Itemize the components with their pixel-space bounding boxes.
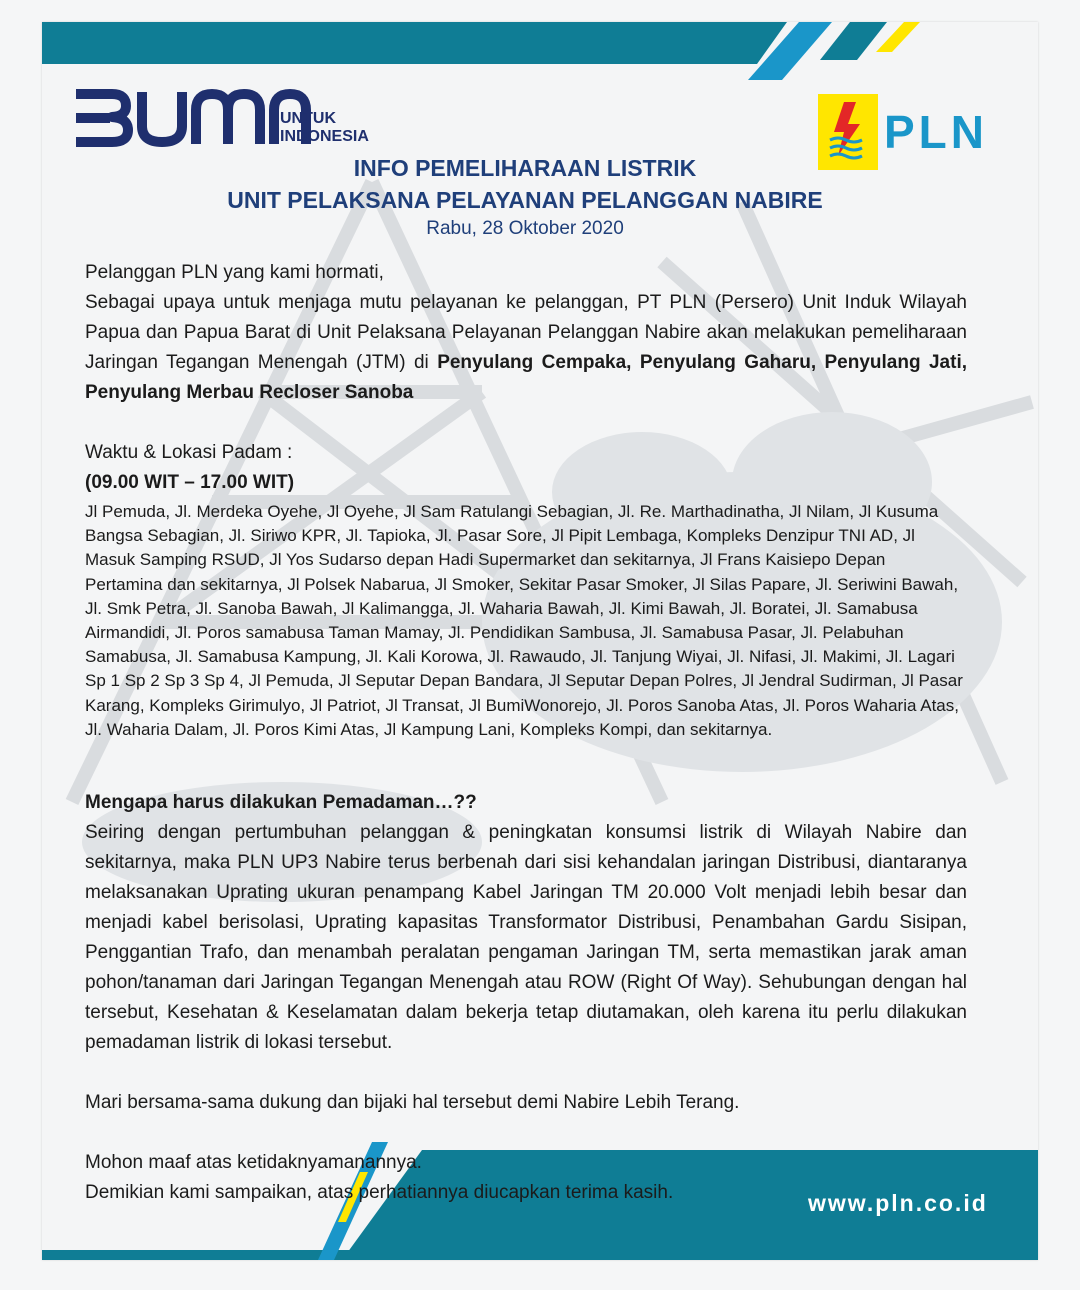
reason-paragraph: Seiring dengan pertumbuhan pelanggan & peningkatan konsumsi listrik di Wilayah Nabire dan sekitarnya, maka PLN UP3 Nabire terus berbenah dari sisi kehandalan jaringan Distribusi, diantaranya melaksanakan Uprating ukuran penampang Kabel Jaringan TM 20.000 Volt menjadi lebih besar dan menjadi kabel berisolasi, Uprating kapasitas Transformator Distribusi, Penambahan Gardu Sisipan, Penggantian Trafo, dan menambah peralatan pengaman Jaringan TM, serta memastikan jarak aman pohon/tanaman dari Jaringan Tegangan Menengah atau ROW (Right Of Way). Sehubungan dengan hal tersebut, Kesehatan & Keselamatan dalam bekerja tetap diutamakan, oleh karena itu perlu dilakukan pemadaman listrik di lokasi tersebut. — [85, 822, 967, 1053]
reason-section — [85, 788, 967, 1058]
reason-heading: Mengapa harus dilakukan Pemadaman…?? — [85, 792, 477, 813]
footer-strip — [42, 1250, 1038, 1260]
bumn-tagline-line2: INDONESIA — [280, 128, 369, 145]
thanks-line: Demikian kami sampaikan, atas perhatiannya diucapkan terima kasih. — [85, 1182, 674, 1203]
intro-paragraph — [85, 288, 967, 408]
announcement-date: Rabu, 28 Oktober 2020 — [426, 218, 624, 239]
announcement-sheet — [42, 22, 1038, 1260]
pln-wordmark: PLN — [884, 106, 988, 158]
title-line1: INFO PEMELIHARAAN LISTRIK — [353, 155, 697, 181]
bumn-tagline-line1: UNTUK — [280, 110, 336, 127]
bumn-tagline — [280, 110, 369, 146]
title-line2: UNIT PELAKSANA PELAYANAN PELANGGAN NABIRE — [227, 187, 823, 213]
apology-line: Mohon maaf atas ketidaknyamanannya. — [85, 1152, 422, 1173]
intro-section — [85, 258, 967, 408]
feeder-list: Penyulang Cempaka, Penyulang Gaharu, Penyulang Jati, Penyulang Merbau Recloser Sanoba — [85, 352, 967, 403]
schedule-time: (09.00 WIT – 17.00 WIT) — [85, 472, 295, 493]
greeting: Pelanggan PLN yang kami hormati, — [85, 262, 384, 283]
intro-text: Sebagai upaya untuk menjaga mutu pelayanan ke pelanggan, PT PLN (Persero) Unit Induk Wilayah Papua dan Papua Barat di Unit Pelaksana Pelayanan Pelanggan Nabire akan melakukan pemeliharaan Jaringan Tegangan Menengah (JTM) di — [85, 292, 967, 373]
top-band — [42, 22, 787, 64]
top-stripe-teal — [820, 22, 887, 60]
location-list: Jl Pemuda, Jl. Merdeka Oyehe, Jl Oyehe, Jl Sam Ratulangi Sebagian, Jl. Re. Marthadinatha, Jl Nilam, Jl Kusuma Bangsa Sebagian, Jl. Siriwo KPR, Jl. Tapioka, Jl. Pasar Sore, Jl Pipit Lembaga, Kompleks Denzipur TNI AD, Jl Masuk Samping RSUD, Jl Yos Sudarso depan Hadi Supermarket dan sekitarnya, Jl Frans Kaisiepo Depan Pertamina dan sekitarnya, Jl Polsek Nabarua, Jl Smoker, Sekitar Pasar Smoker, Jl Silas Papare, Jl. Seriwini Bawah, Jl. Smk Petra, Jl. Sanoba Bawah, Jl Kalimangga, Jl. Waharia Bawah, Jl. Kimi Bawah, Jl. Boratei, Jl. Samabusa Airmandidi, Jl. Poros samabusa Taman Mamay, Jl. Pendidikan Sambusa, Jl. Samabusa Pasar, Jl. Pelabuhan Samabusa, Jl. Samabusa Kampung, Jl. Kali Korowa, Jl. Rawaudo, Jl. Tanjung Wiyai, Jl. Nifasi, Jl. Makimi, Jl. Lagari Sp 1 Sp 2 Sp 3 Sp 4, Jl Pemuda, Jl Seputar Depan Bandara, Jl Seputar Depan Polres, Jl Jendral Sudirman, Jl Pasar Karang, Kompleks Girimulyo, Jl Patriot, Jl Transat, Jl BumiWonorejo, Jl. Poros Sanoba Atas, Jl. Poros Waharia Atas, Jl. Waharia Dalam, Jl. Poros Kimi Atas, Jl Kampung Lani, Kompleks Kompi, dan sekitarnya. — [85, 502, 963, 739]
schedule-label: Waktu & Lokasi Padam : — [85, 442, 293, 463]
website-url: www.pln.co.id — [808, 1190, 988, 1216]
header — [42, 152, 1008, 242]
schedule-section — [85, 438, 967, 742]
support-line: Mari bersama-sama dukung dan bijaki hal tersebut demi Nabire Lebih Terang. — [85, 1092, 740, 1113]
